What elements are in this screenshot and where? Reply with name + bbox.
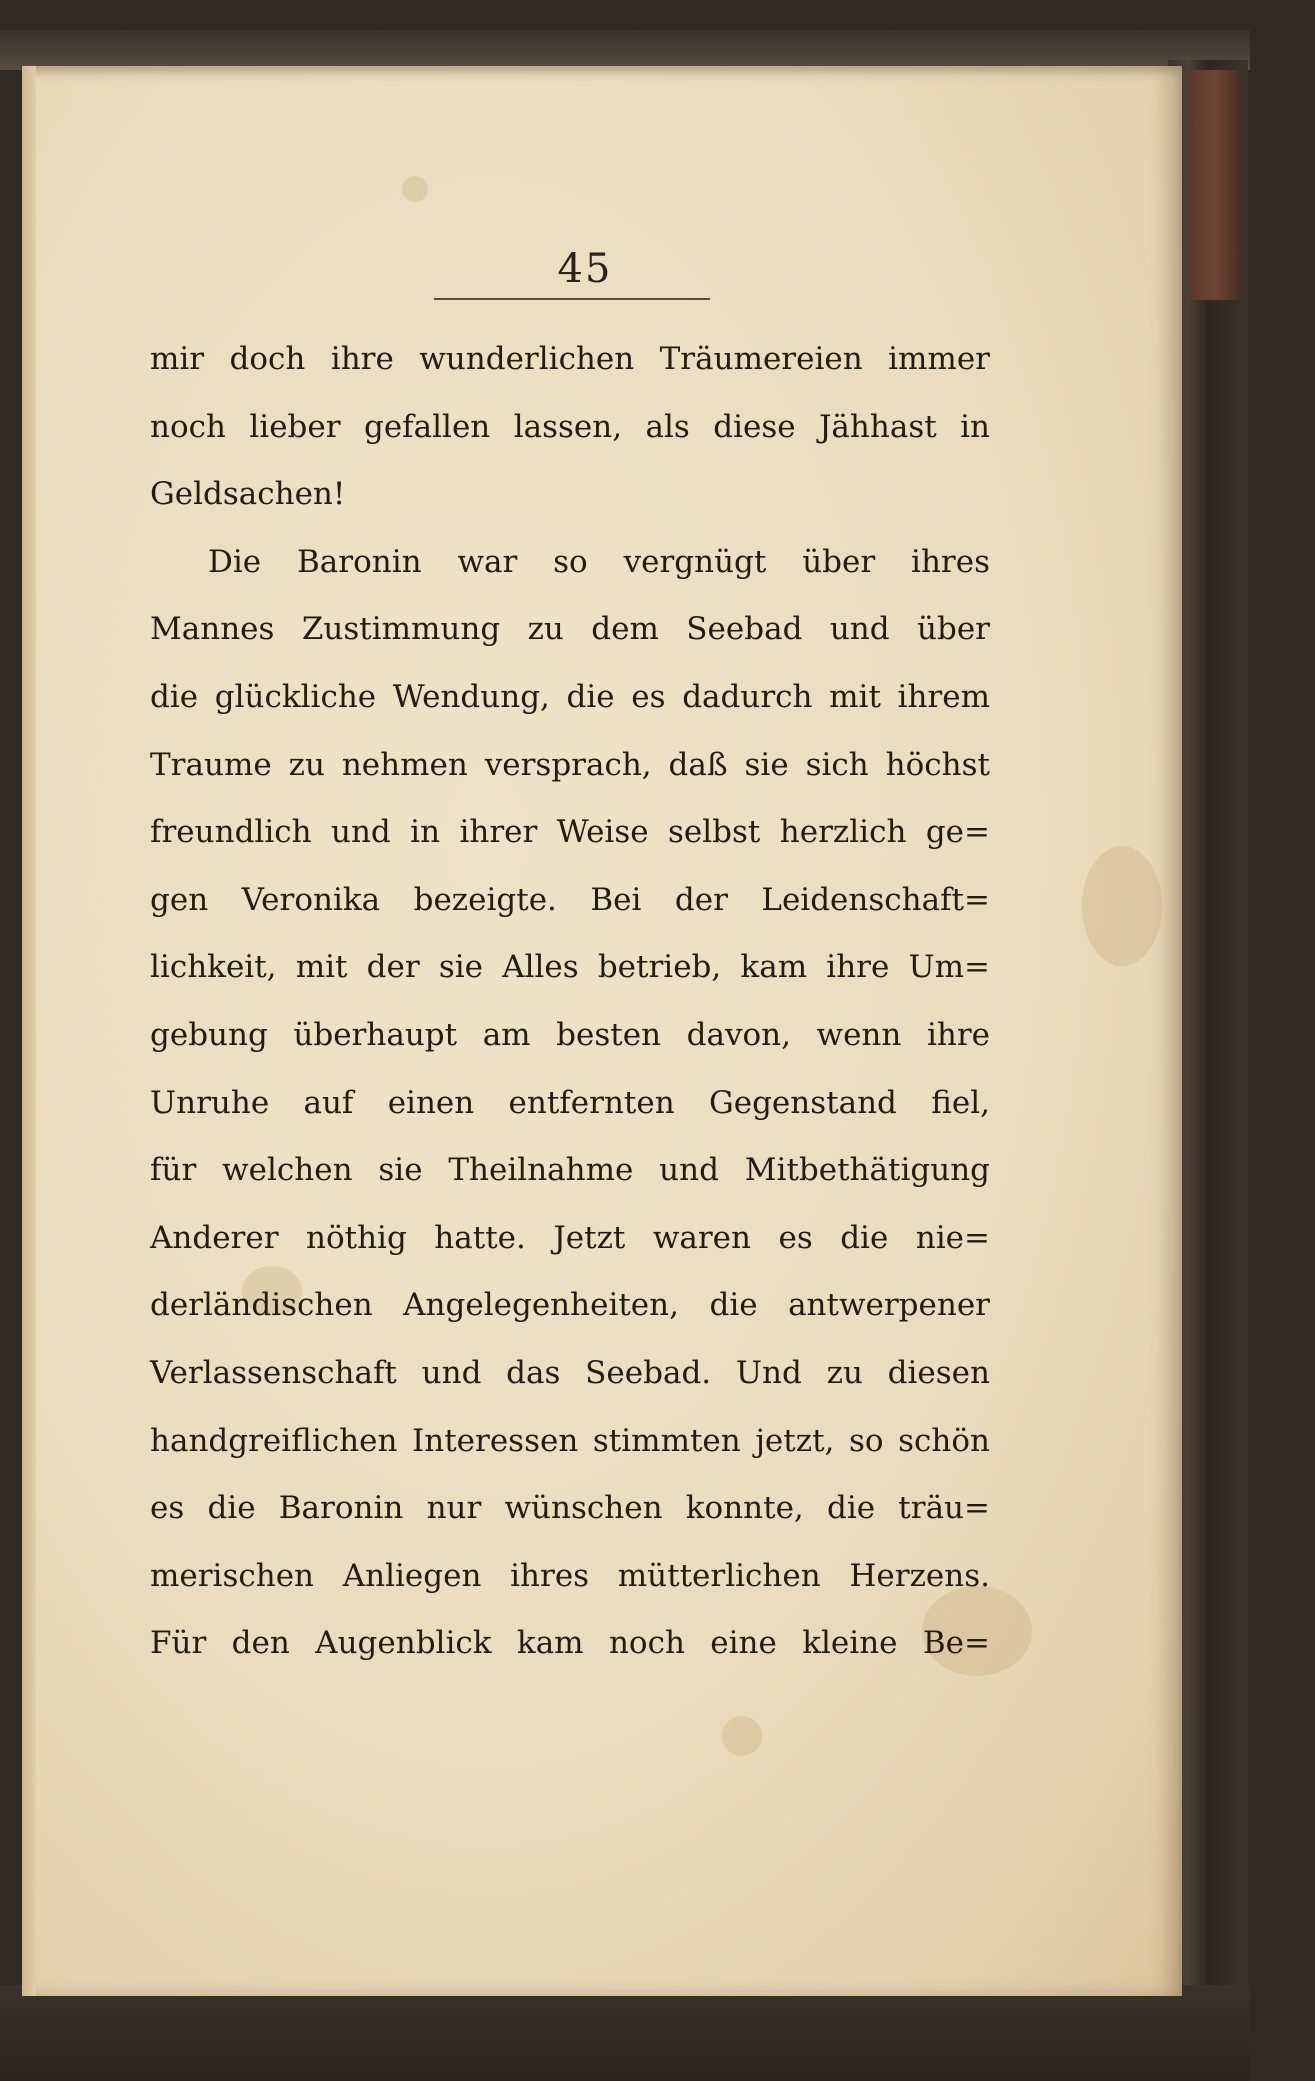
text-line: noch lieber gefallen lassen, als diese Jähhast in <box>150 408 990 445</box>
text-line: Für den Augenblick kam noch eine kleine Be= <box>150 1625 990 1662</box>
header-rule <box>434 298 710 300</box>
text-line: lichkeit, mit der sie Alles betrieb, kam ihre Um= <box>150 949 990 986</box>
paper-stain <box>402 176 428 202</box>
book-page <box>22 66 1182 1996</box>
paper-stain <box>1082 846 1162 966</box>
page-number: 45 <box>557 246 613 292</box>
text-line: freundlich und in ihrer Weise selbst herzlich ge= <box>150 814 990 851</box>
text-line: Geldsachen! <box>150 476 346 513</box>
text-line: mir doch ihre wunderlichen Träumereien immer <box>150 341 990 377</box>
text-line: Verlassenschaft und das Seebad. Und zu diesen <box>150 1354 990 1391</box>
page-gutter <box>22 66 36 1996</box>
text-line: es die Baronin nur wünschen konnte, die träu= <box>150 1490 990 1527</box>
book-cover-bottom-edge <box>0 1985 1250 2081</box>
text-line: Traume zu nehmen versprach, daß sie sich höchst <box>150 746 990 783</box>
book-spine-leather-corner <box>1190 70 1240 300</box>
text-body <box>150 326 990 1678</box>
text-line: gen Veronika bezeigte. Bei der Leidenschaft= <box>150 881 990 918</box>
text-line: gebung überhaupt am besten davon, wenn ihre <box>150 1016 990 1053</box>
book-cover-top-edge <box>0 30 1250 70</box>
text-line: die glückliche Wendung, die es dadurch mit ihrem <box>150 678 990 715</box>
text-line: handgreiflichen Interessen stimmten jetzt, so schön <box>150 1422 990 1459</box>
text-line: derländischen Angelegenheiten, die antwerpener <box>150 1287 990 1324</box>
text-line: Unruhe auf einen entfernten Gegenstand fiel, <box>150 1084 990 1121</box>
text-line: für welchen sie Theilnahme und Mitbethätigung <box>150 1152 990 1189</box>
text-line: merischen Anliegen ihres mütterlichen Herzens. <box>150 1557 990 1594</box>
text-line: Mannes Zustimmung zu dem Seebad und über <box>150 611 990 648</box>
text-line: Anderer nöthig hatte. Jetzt waren es die nie= <box>150 1219 990 1256</box>
page-content <box>150 246 990 1678</box>
text-line: Die Baronin war so vergnügt über ihres <box>208 543 990 580</box>
paper-stain <box>722 1716 762 1756</box>
